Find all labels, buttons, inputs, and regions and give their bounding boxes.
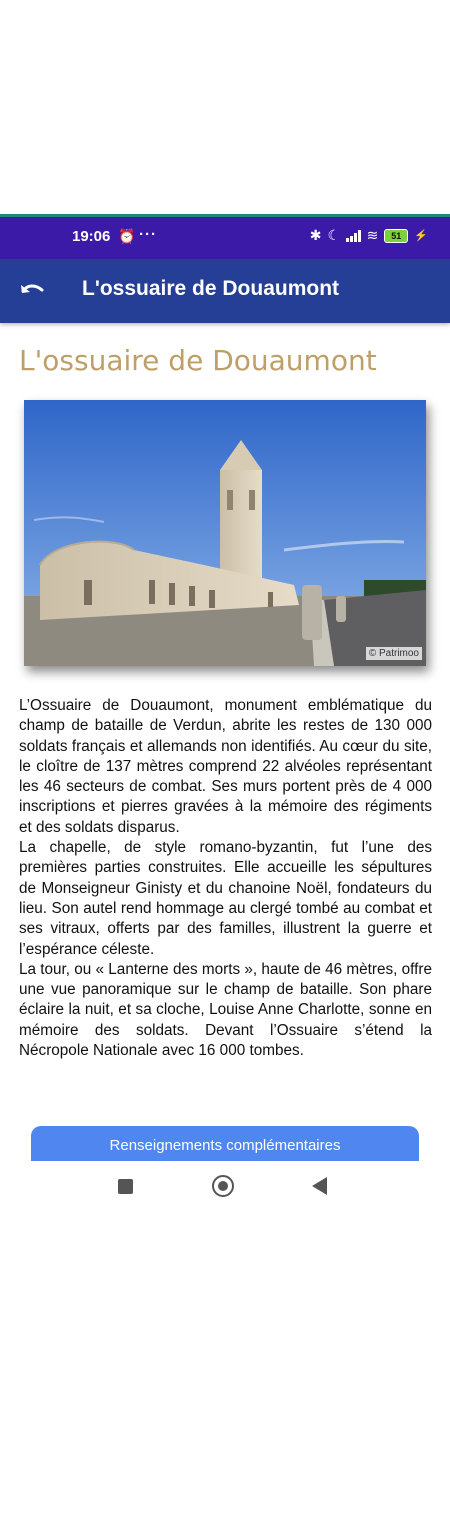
system-nav-bar (0, 1161, 450, 1216)
ossuary-illustration (24, 400, 426, 666)
back-button[interactable] (14, 273, 50, 309)
page-title: L'ossuaire de Douaumont (19, 344, 377, 377)
signal-icon (346, 230, 361, 242)
wifi-icon: ≋ (366, 227, 379, 243)
home-icon[interactable] (212, 1175, 234, 1197)
status-bar (0, 217, 450, 259)
app-bar (0, 259, 450, 323)
charging-icon: ⚡ (414, 230, 428, 242)
recent-apps-icon[interactable] (118, 1179, 133, 1194)
monument-photo (24, 400, 426, 666)
more-notifications-icon: ··· (139, 226, 157, 243)
bluetooth-icon: ✱ (309, 227, 322, 243)
back-triangle-icon[interactable] (312, 1177, 327, 1195)
paragraph-tower: La tour, ou « Lanterne des morts », haute de 46 mètres, offre une vue panoramique sur le champ de bataille. Son phare éclaire la nuit, et sa cloche, Louise Anne Charlotte, sonne en mémoire des soldats. Devant l’Ossuaire s’étend la Nécropole Nationale avec 16 000 tombes. (19, 960, 432, 1060)
description-text (19, 696, 432, 1061)
phone-screen (0, 214, 450, 1216)
battery-icon: 51 (384, 229, 408, 243)
status-icons (310, 227, 428, 244)
more-info-button[interactable]: Renseignements complémentaires (31, 1126, 419, 1164)
paragraph-cloister: L’Ossuaire de Douaumont, monument emblématique du champ de bataille de Verdun, abrite les restes de 130 000 soldats français et allemands non identifiés. Au cœur du site, le cloître de 137 mètres comprend 22 alvéoles représentant les 46 secteurs de combat. Ses murs portent près de 4 000 inscriptions et pierres gravées à la mémoire des régiments et des soldats disparus. (19, 697, 432, 836)
moon-icon: ☾ (327, 227, 341, 243)
undo-arrow-icon (19, 281, 45, 301)
alarm-icon: ⏰ (118, 228, 136, 244)
app-bar-title: L'ossuaire de Douaumont (82, 277, 340, 300)
paragraph-chapel: La chapelle, de style romano-byzantin, fut l’une des premières parties construites. Elle accueille les sépultures de Monseigneur Ginisty et du chanoine Noël, fondateurs du lieu. Son autel rend hommage au clergé tombé au combat et ses vitraux, offerts par des familles, illustrent la guerre et l’espérance céleste. (19, 839, 432, 958)
photo-credit: © Patrimoo (366, 647, 422, 660)
status-time: 19:06 (72, 228, 111, 245)
